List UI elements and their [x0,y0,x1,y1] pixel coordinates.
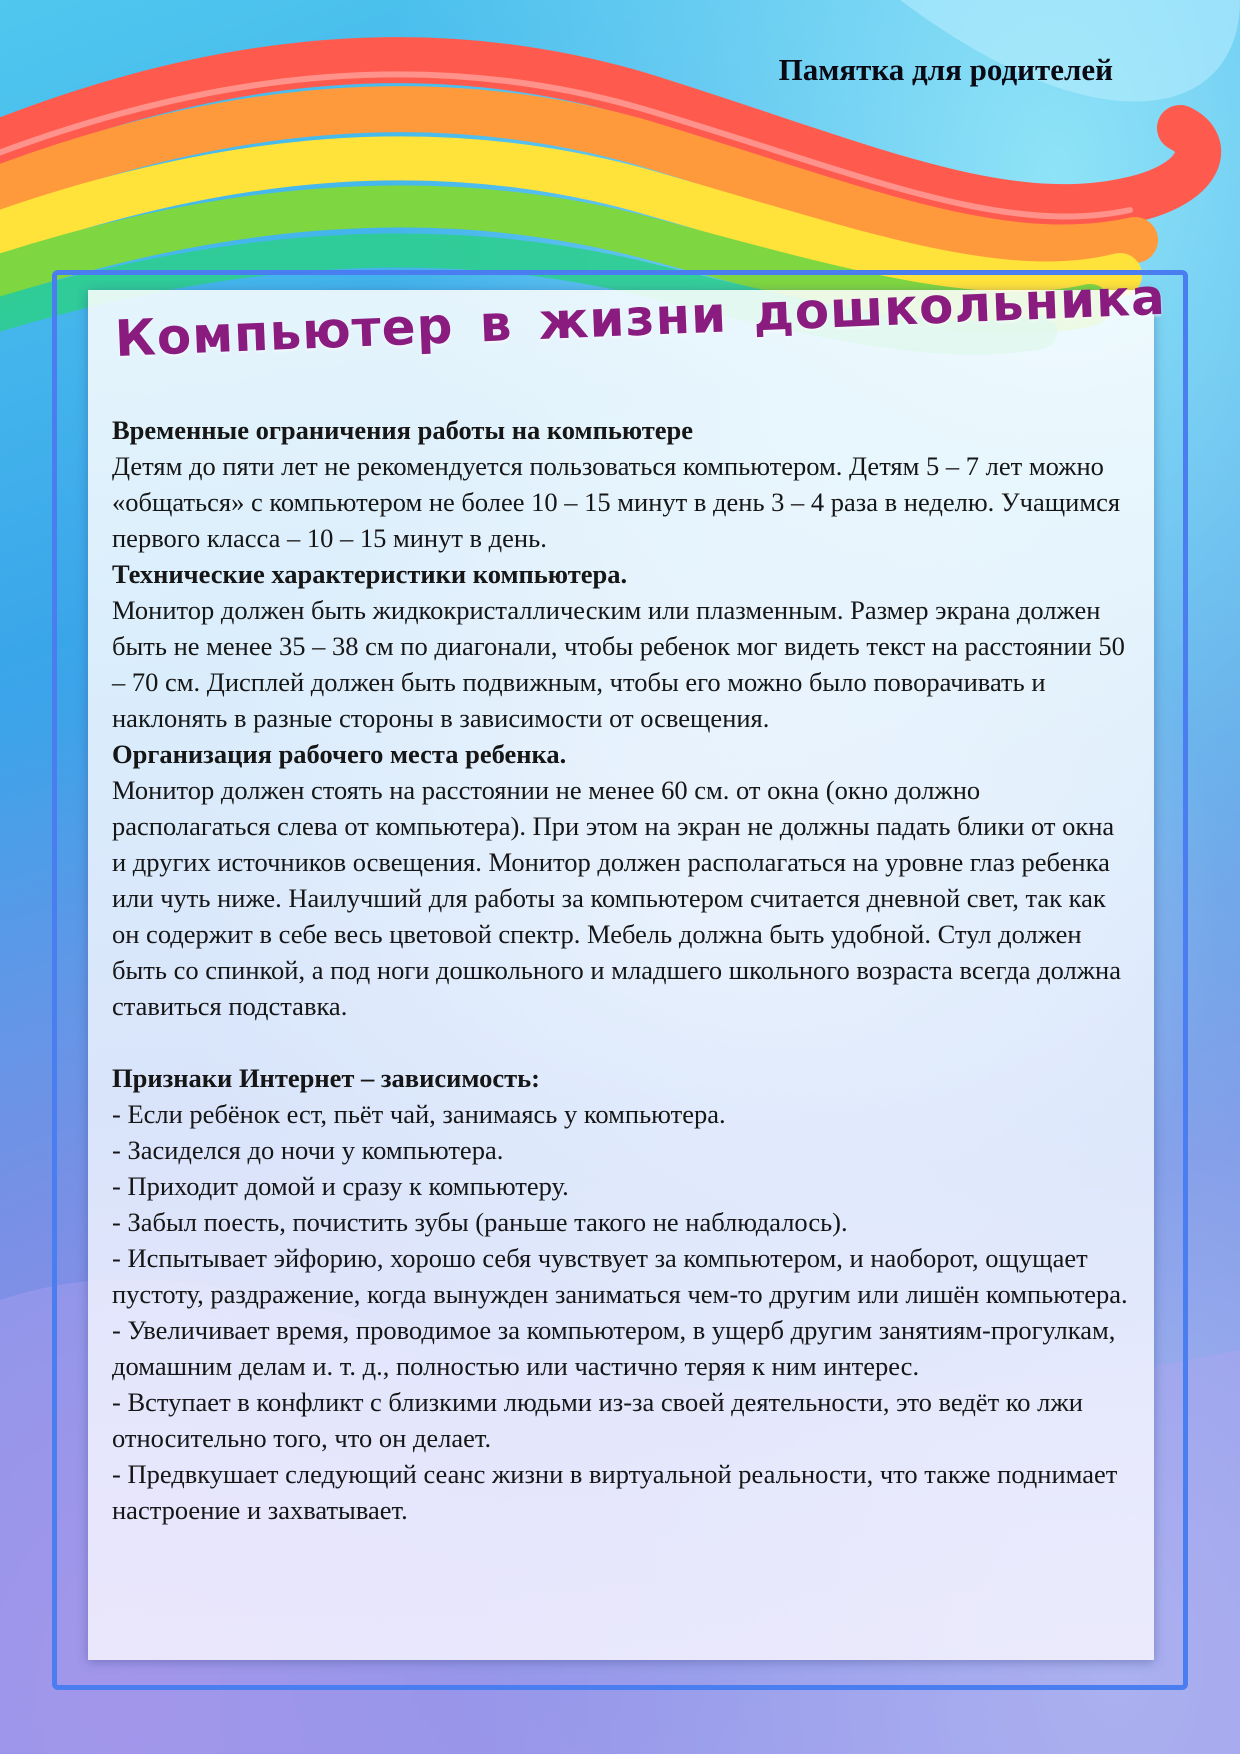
section-text: Монитор должен стоять на расстоянии не менее 60 см. от окна (окно должно располагаться слева от компьютера). При этом на экран не должны падать блики от окна и других источников освещения. Монитор должен располагаться на уровне глаз ребенка или чуть ниже. Наилучший для работы за компьютером считается дневной свет, так как он содержит в себе весь цветовой спектр. Мебель должна быть удобной. Стул должен быть со спинкой, а под ноги дошкольного и младшего школьного возраста всегда должна ставиться подставка. [112,775,1121,1021]
document-body [112,412,1132,1528]
list-item: - Забыл поесть, почистить зубы (раньше такого не наблюдалось). [112,1207,848,1237]
section-internet-addiction [112,1060,1132,1528]
section-heading: Технические характеристики компьютера. [112,559,628,589]
section-text: Детям до пяти лет не рекомендуется пользоваться компьютером. Детям 5 – 7 лет можно «общаться» с компьютером не более 10 – 15 минут в день 3 – 4 раза в неделю. Учащимся первого класса – 10 – 15 минут в день. [112,451,1121,553]
section-time-limits [112,412,1132,556]
list-item: - Вступает в конфликт с близкими людьми из-за своей деятельности, это ведёт ко лжи относительно того, что он делает. [112,1387,1083,1453]
spacer [112,1024,1132,1060]
list-item: - Увеличивает время, проводимое за компьютером, в ущерб другим занятиям-прогулкам, домашним делам и. т. д., полностью или частично теряя к ним интерес. [112,1315,1116,1381]
section-text: Монитор должен быть жидкокристаллическим или плазменным. Размер экрана должен быть не менее 35 – 38 см по диагонали, чтобы ребенок мог видеть текст на расстоянии 50 – 70 см. Дисплей должен быть подвижным, чтобы его можно было поворачивать и наклонять в разные стороны в зависимости от освещения. [112,595,1125,733]
memo-label: Памятка для родителей [778,52,1113,87]
list-item: - Если ребёнок ест, пьёт чай, занимаясь у компьютера. [112,1099,726,1129]
section-heading: Временные ограничения работы на компьютере [112,415,694,445]
list-item: - Испытывает эйфорию, хорошо себя чувствует за компьютером, и наоборот, ощущает пустоту, раздражение, когда вынужден заниматься чем-то другим или лишён компьютера. [112,1243,1128,1309]
page-title: Компьютер в жизни дошкольника [113,267,1167,368]
section-heading: Признаки Интернет – зависимость: [112,1063,540,1093]
section-workplace [112,736,1132,1024]
section-tech-specs [112,556,1132,736]
list-item: - Предвкушает следующий сеанс жизни в виртуальной реальности, что также поднимает настроение и захватывает. [112,1459,1118,1525]
list-item: - Приходит домой и сразу к компьютеру. [112,1171,569,1201]
section-heading: Организация рабочего места ребенка. [112,739,567,769]
list-item: - Засиделся до ночи у компьютера. [112,1135,504,1165]
